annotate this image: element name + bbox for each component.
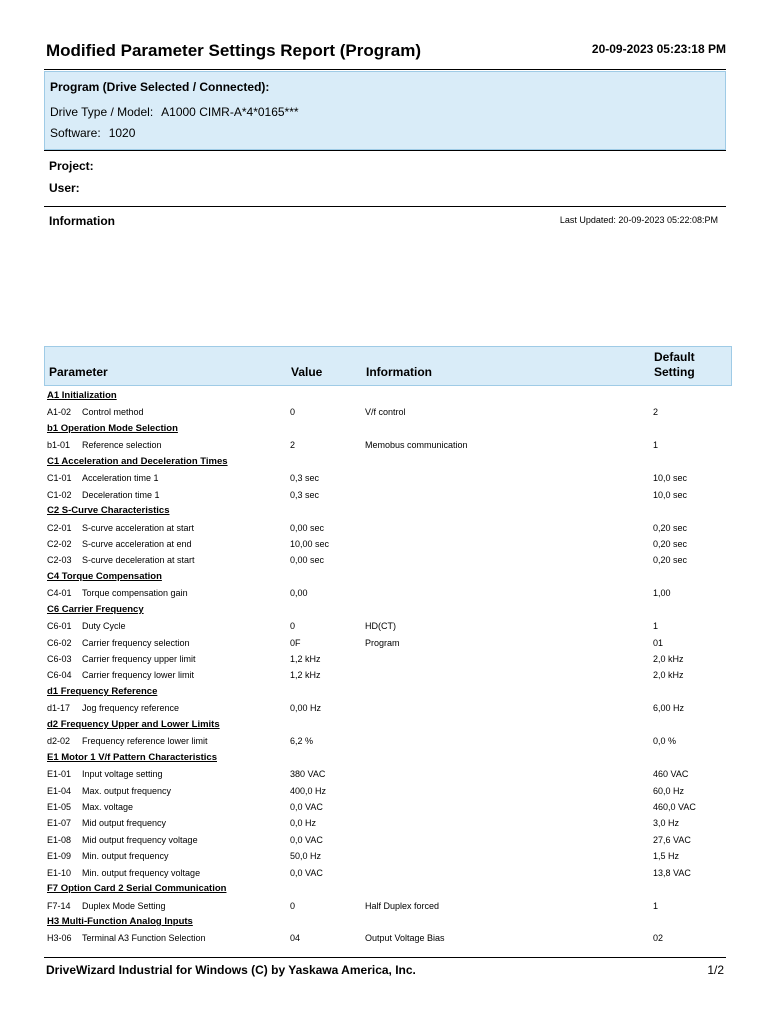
param-code: C6-01	[47, 621, 72, 632]
table-row	[44, 815, 726, 831]
param-info: HD(CT)	[365, 621, 396, 632]
title-divider	[44, 69, 726, 70]
param-value: 2	[290, 440, 296, 451]
param-default: 3,0 Hz	[653, 818, 680, 829]
param-name: Mid output frequency	[82, 818, 167, 829]
group-name: d2 Frequency Upper and Lower Limits	[47, 718, 220, 730]
param-default: 6,00 Hz	[653, 703, 685, 714]
param-name: Min. output frequency	[82, 851, 169, 862]
software-label: Software:	[50, 126, 101, 140]
param-value: 10,00 sec	[290, 538, 330, 549]
param-value: 0,0 Hz	[290, 818, 317, 829]
param-value: 0,0 VAC	[290, 801, 323, 812]
param-default: 2,0 kHz	[653, 670, 684, 681]
param-code: E1-04	[47, 785, 72, 796]
group-name: b1 Operation Mode Selection	[47, 422, 178, 434]
param-value: 0,00 sec	[290, 555, 325, 566]
param-default: 460,0 VAC	[653, 801, 696, 812]
header-parameter: Parameter	[49, 365, 108, 379]
table-row	[44, 898, 726, 914]
group-row	[44, 684, 726, 700]
param-code: C2-01	[47, 522, 72, 533]
table-row	[44, 700, 726, 716]
param-name: Duplex Mode Setting	[82, 900, 166, 911]
group-row	[44, 569, 726, 585]
group-name: C2 S-Curve Characteristics	[47, 505, 170, 517]
param-name: S-curve deceleration at start	[82, 555, 195, 566]
param-default: 0,20 sec	[653, 538, 688, 549]
table-row	[44, 585, 726, 601]
param-default: 1,00	[653, 588, 671, 599]
param-name: Carrier frequency lower limit	[82, 670, 195, 681]
param-info: Memobus communication	[365, 440, 468, 451]
param-code: C6-03	[47, 654, 72, 664]
param-default: 1,5 Hz	[653, 851, 680, 862]
table-row	[44, 783, 726, 799]
header-default-line2: Setting	[654, 365, 695, 379]
group-name: C6 Carrier Frequency	[47, 603, 144, 615]
footer-text: DriveWizard Industrial for Windows (C) by Yaskawa America, Inc.	[46, 963, 416, 977]
group-name: C4 Torque Compensation	[47, 570, 162, 582]
page-number: 1/2	[707, 963, 724, 977]
table-row	[44, 404, 726, 420]
group-name: d1 Frequency Reference	[47, 685, 158, 697]
group-name: C1 Acceleration and Deceleration Times	[47, 455, 228, 467]
param-value: 0,00 sec	[290, 522, 325, 533]
table-row	[44, 520, 726, 536]
param-value: 0	[290, 621, 296, 632]
param-info: V/f control	[365, 407, 406, 418]
group-name: F7 Option Card 2 Serial Communication	[47, 883, 227, 895]
header-default-setting	[654, 350, 695, 380]
param-code: E1-07	[47, 818, 72, 829]
group-name: A1 Initialization	[47, 390, 117, 401]
param-name: Max. voltage	[82, 801, 134, 812]
table-row	[44, 470, 726, 486]
drive-type-value: A1000 CIMR-A*4*0165***	[161, 105, 299, 119]
param-name: Deceleration time 1	[82, 489, 160, 500]
param-name: Control method	[82, 407, 144, 418]
param-code: A1-02	[47, 407, 72, 418]
param-default: 10,0 sec	[653, 489, 688, 500]
group-row	[44, 454, 726, 470]
param-info: Output Voltage Bias	[365, 933, 445, 944]
param-default: 60,0 Hz	[653, 785, 685, 796]
param-default: 01	[653, 637, 664, 648]
param-name: Mid output frequency voltage	[82, 834, 198, 845]
param-value: 1,2 kHz	[290, 670, 321, 681]
program-heading: Program (Drive Selected / Connected):	[50, 80, 270, 94]
table-row	[44, 667, 726, 683]
param-code: E1-08	[47, 834, 72, 845]
param-value: 0	[290, 900, 296, 911]
param-default: 02	[653, 933, 664, 944]
param-code: C6-04	[47, 670, 72, 681]
param-value: 1,2 kHz	[290, 654, 321, 664]
param-value: 0,0 VAC	[290, 867, 323, 878]
param-name: Carrier frequency upper limit	[82, 654, 196, 664]
param-value: 0,3 sec	[290, 489, 320, 500]
param-info: Program	[365, 637, 400, 648]
project-label: Project:	[49, 159, 94, 173]
param-code: E1-10	[47, 867, 72, 878]
param-name: S-curve acceleration at start	[82, 522, 195, 533]
param-info: Half Duplex forced	[365, 900, 440, 911]
table-row	[44, 930, 726, 946]
group-row	[44, 914, 726, 930]
param-name: Min. output frequency voltage	[82, 867, 201, 878]
report-title: Modified Parameter Settings Report (Program)	[46, 41, 422, 60]
header-value: Value	[291, 365, 323, 379]
table-row	[44, 832, 726, 848]
table-row	[44, 651, 726, 667]
param-code: C4-01	[47, 588, 72, 599]
program-section	[44, 71, 726, 150]
table-row	[44, 799, 726, 815]
param-name: Acceleration time 1	[82, 473, 159, 484]
parameter-table-body	[44, 388, 726, 947]
param-default: 10,0 sec	[653, 473, 688, 484]
param-value: 04	[290, 933, 301, 944]
table-row	[44, 487, 726, 503]
param-code: d1-17	[47, 703, 71, 714]
param-value: 0,3 sec	[290, 473, 320, 484]
table-row	[44, 618, 726, 634]
software-line	[50, 126, 135, 140]
group-row	[44, 717, 726, 733]
table-row	[44, 635, 726, 651]
param-code: F7-14	[47, 900, 71, 911]
param-name: Frequency reference lower limit	[82, 736, 208, 747]
param-name: S-curve acceleration at end	[82, 538, 192, 549]
group-row	[44, 503, 726, 519]
footer-divider	[44, 957, 726, 958]
param-name: Input voltage setting	[82, 769, 163, 780]
param-code: H3-06	[47, 933, 72, 944]
param-default: 27,6 VAC	[653, 834, 691, 845]
param-code: E1-01	[47, 769, 72, 780]
param-default: 2,0 kHz	[653, 654, 684, 664]
param-default: 460 VAC	[653, 769, 689, 780]
user-label: User:	[49, 181, 80, 195]
header-default-line1: Default	[654, 350, 695, 364]
header-information: Information	[366, 365, 432, 379]
param-name: Duty Cycle	[82, 621, 126, 632]
program-divider	[44, 150, 726, 151]
param-value: 0,0 VAC	[290, 834, 323, 845]
table-row	[44, 552, 726, 568]
table-row	[44, 437, 726, 453]
param-name: Terminal A3 Function Selection	[82, 933, 206, 944]
param-value: 0,00	[290, 588, 308, 599]
drive-type-line	[50, 105, 299, 119]
param-name: Max. output frequency	[82, 785, 172, 796]
group-row	[44, 388, 726, 404]
table-row	[44, 848, 726, 864]
param-default: 1	[653, 621, 659, 632]
param-default: 0,20 sec	[653, 555, 688, 566]
param-default: 2	[653, 407, 659, 418]
param-value: 400,0 Hz	[290, 785, 327, 796]
param-value: 0	[290, 407, 296, 418]
table-row	[44, 536, 726, 552]
last-updated: Last Updated: 20-09-2023 05:22:08:PM	[559, 215, 718, 225]
param-default: 1	[653, 900, 659, 911]
param-name: Torque compensation gain	[82, 588, 188, 599]
param-name: Carrier frequency selection	[82, 637, 190, 648]
group-name: E1 Motor 1 V/f Pattern Characteristics	[47, 751, 217, 763]
param-code: C1-02	[47, 489, 72, 500]
param-code: C2-03	[47, 555, 72, 566]
drive-type-label: Drive Type / Model:	[50, 105, 154, 119]
table-row	[44, 733, 726, 749]
param-code: E1-05	[47, 801, 72, 812]
meta-divider	[44, 206, 726, 207]
param-value: 0F	[290, 637, 301, 648]
param-value: 6,2 %	[290, 736, 314, 747]
param-value: 0,00 Hz	[290, 703, 322, 714]
group-row	[44, 881, 726, 897]
param-code: E1-09	[47, 851, 72, 862]
information-title: Information	[49, 214, 115, 228]
param-name: Jog frequency reference	[82, 703, 180, 714]
table-row	[44, 766, 726, 782]
param-code: C6-02	[47, 637, 72, 648]
param-name: Reference selection	[82, 440, 162, 451]
param-default: 0,0 %	[653, 736, 677, 747]
group-name: H3 Multi-Function Analog Inputs	[47, 916, 193, 927]
param-default: 0,20 sec	[653, 522, 688, 533]
report-datetime: 20-09-2023 05:23:18 PM	[591, 42, 726, 56]
param-value: 50,0 Hz	[290, 851, 322, 862]
group-row	[44, 750, 726, 766]
param-code: C2-02	[47, 538, 72, 549]
param-default: 1	[653, 440, 659, 451]
param-value: 380 VAC	[290, 769, 326, 780]
group-row	[44, 602, 726, 618]
table-header	[44, 346, 732, 386]
param-code: d2-02	[47, 736, 71, 747]
param-default: 13,8 VAC	[653, 867, 691, 878]
table-row	[44, 865, 726, 881]
param-code: b1-01	[47, 440, 71, 451]
report-page	[44, 0, 726, 1024]
param-code: C1-01	[47, 473, 72, 484]
software-value: 1020	[108, 126, 136, 140]
group-row	[44, 421, 726, 437]
